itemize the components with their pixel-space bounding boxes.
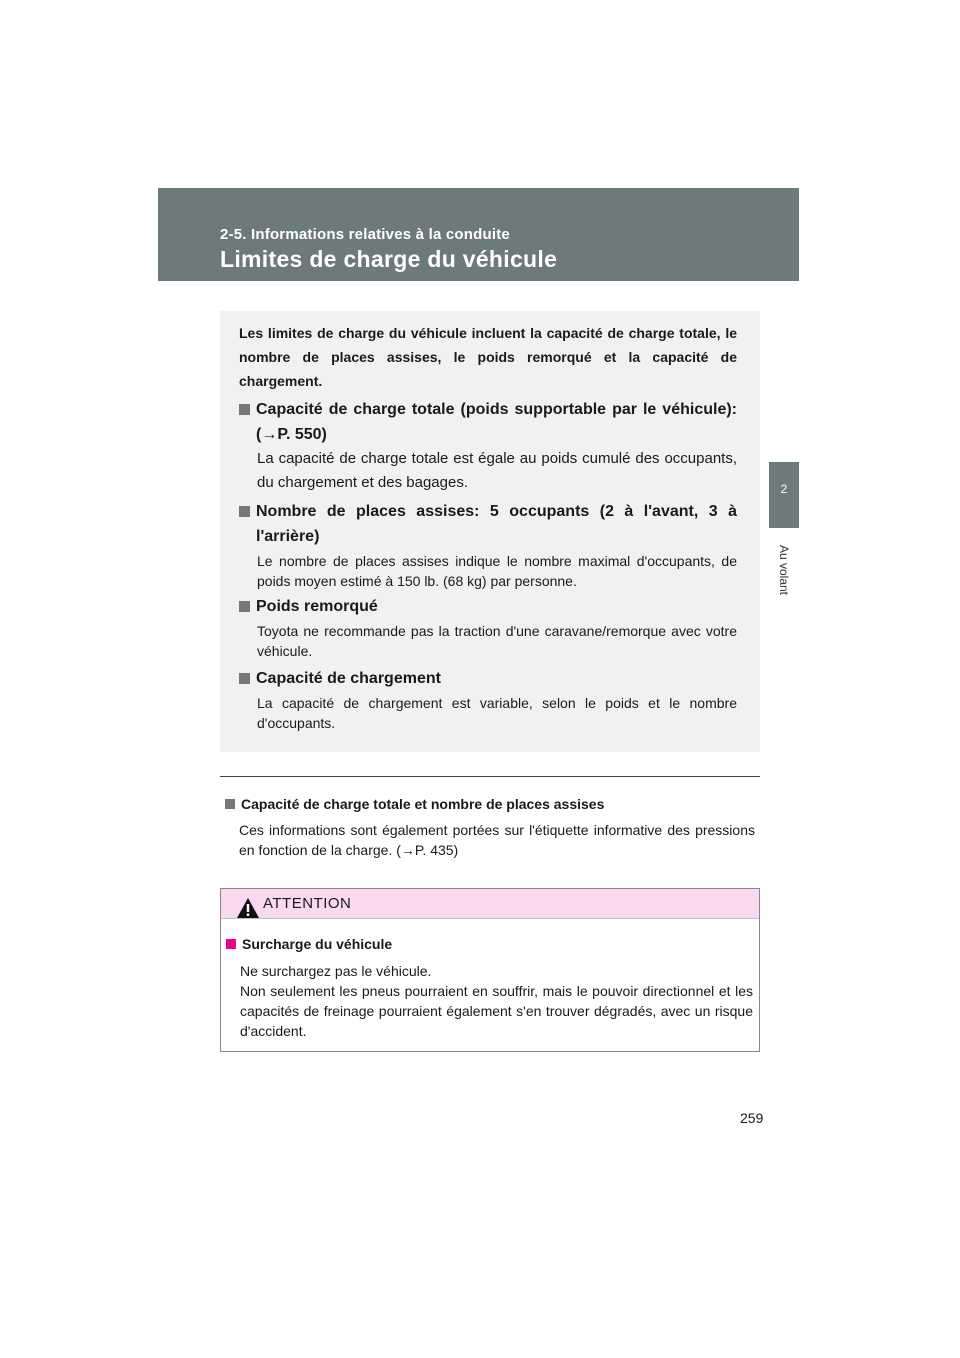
chapter-number: 2 [780,482,788,496]
summary-item [239,594,737,661]
attention-heading: Surcharge du véhicule [242,936,393,952]
item-body: Toyota ne recommande pas la traction d'une caravane/remorque avec votre véhicule. [257,623,737,659]
page-title: Limites de charge du véhicule [220,246,558,272]
attention-line: Ne surchargez pas le véhicule. [240,963,432,979]
item-body: La capacité de chargement est variable, selon le poids et le nombre d'occupants. [257,695,737,731]
item-heading: Capacité de charge totale (poids supportable par le véhicule): (→P. 550) [256,401,737,443]
attention-header [221,889,759,919]
square-bullet-icon [239,506,250,517]
chapter-tab [769,462,799,528]
attention-label: ATTENTION [263,895,352,912]
section-label: 2-5. Informations relatives à la conduite [220,226,510,243]
note-section [225,793,755,860]
chapter-header [158,188,799,281]
square-bullet-icon [239,601,250,612]
item-heading: Capacité de chargement [256,670,441,687]
page-number: 259 [740,1110,764,1126]
square-bullet-icon [239,404,250,415]
summary-panel [220,311,760,752]
attention-box [220,888,760,1052]
note-body: Ces informations sont également portées sur l'étiquette informative des pressions en fonction de la charge. (→P. 435) [239,822,755,858]
square-bullet-icon [239,673,250,684]
item-heading: Poids remorqué [256,598,378,615]
warning-icon [237,898,259,918]
square-bullet-icon [225,799,235,809]
attention-line: Non seulement les pneus pourraient en souffrir, mais le pouvoir directionnel et les capacités de freinage pourraient également s'en trouver dégradés, avec un risque d'accident. [240,983,753,1039]
summary-item [239,397,737,495]
square-bullet-icon [226,939,236,949]
note-heading: Capacité de charge totale et nombre de places assises [241,796,605,812]
item-heading: Nombre de places assises: 5 occupants (2 à l'avant, 3 à l'arrière) [256,503,737,545]
attention-text [240,961,753,1041]
item-body: La capacité de charge totale est égale au poids cumulé des occupants, du chargement et des bagages. [257,450,737,491]
chapter-side-label: Au volant [777,544,791,596]
summary-item [239,499,737,591]
item-body: Le nombre de places assises indique le nombre maximal d'occupants, de poids moyen estimé à 150 lb. (68 kg) par personne. [257,553,737,589]
summary-item [239,666,737,733]
attention-body [226,933,753,1041]
summary-intro: Les limites de charge du véhicule incluent la capacité de charge totale, le nombre de places assises, le poids remorqué et la capacité de chargement. [239,325,737,389]
divider [220,776,760,777]
